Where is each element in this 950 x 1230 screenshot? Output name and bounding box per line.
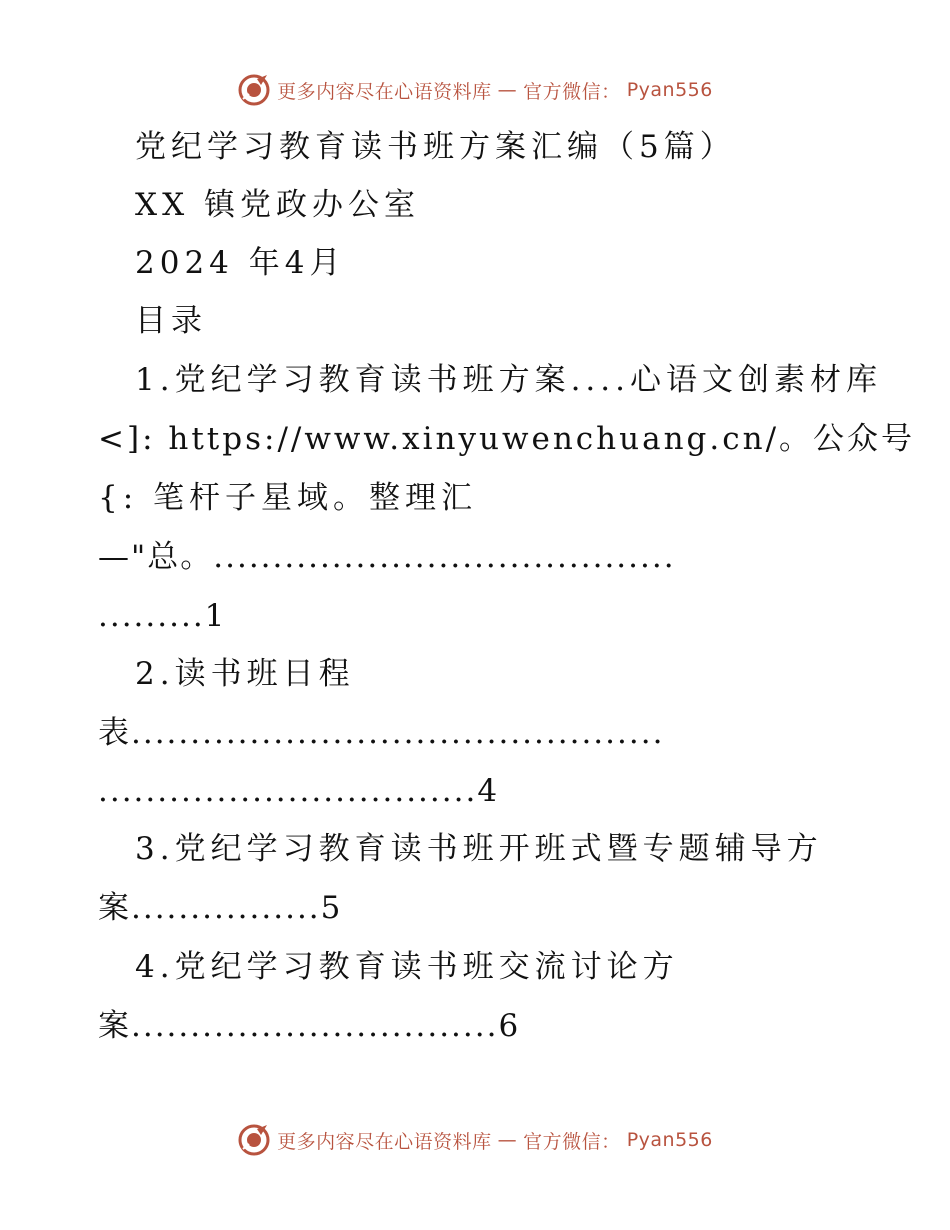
watermark-main-text: 更多内容尽在心语资料库 (277, 80, 492, 103)
watermark-banner-bottom (0, 1118, 950, 1162)
toc-heading: 目录 (135, 303, 207, 339)
pen-logo-icon (237, 1123, 271, 1157)
watermark-main-text: 更多内容尽在心语资料库 (277, 1130, 492, 1153)
watermark-banner-top (0, 68, 950, 112)
watermark-contact-text: 官方微信： (523, 80, 621, 103)
document-org: XX 镇党政办公室 (135, 187, 420, 223)
toc-entry-2-line-2: 表............................................. (98, 715, 665, 751)
toc-entry-1-line-4: —"总。....................................... (98, 539, 676, 575)
toc-entry-1-line-1: 1.党纪学习教育读书班方案....心语文创素材库 (135, 362, 882, 398)
watermark-dash: — (497, 79, 518, 101)
watermark-wechat-id: Pyan556 (626, 1129, 713, 1151)
toc-entry-3-line-1: 3.党纪学习教育读书班开班式暨专题辅导方 (135, 831, 823, 867)
toc-entry-4-line-1: 4.党纪学习教育读书班交流讨论方 (135, 949, 679, 985)
toc-entry-2-line-1: 2.读书班日程 (135, 656, 355, 692)
toc-entry-1-line-2: <]: https://www.xinyuwenchuang.cn/。公众号 (98, 421, 916, 457)
toc-entry-1-line-3: {: 笔杆子星域。整理汇 (98, 480, 478, 516)
document-title: 党纪学习教育读书班方案汇编（5篇） (135, 129, 736, 165)
watermark-dash: — (497, 1129, 518, 1151)
watermark-wechat-id: Pyan556 (626, 79, 713, 101)
document-date: 2024 年4月 (135, 245, 346, 281)
toc-entry-4-line-2: 案...............................6 (98, 1008, 521, 1044)
toc-entry-3-line-2: 案................5 (98, 890, 343, 926)
toc-entry-1-line-5: .........1 (98, 598, 227, 634)
watermark-contact-text: 官方微信： (523, 1130, 621, 1153)
toc-entry-2-line-3: ................................4 (98, 773, 500, 809)
pen-logo-icon (237, 73, 271, 107)
